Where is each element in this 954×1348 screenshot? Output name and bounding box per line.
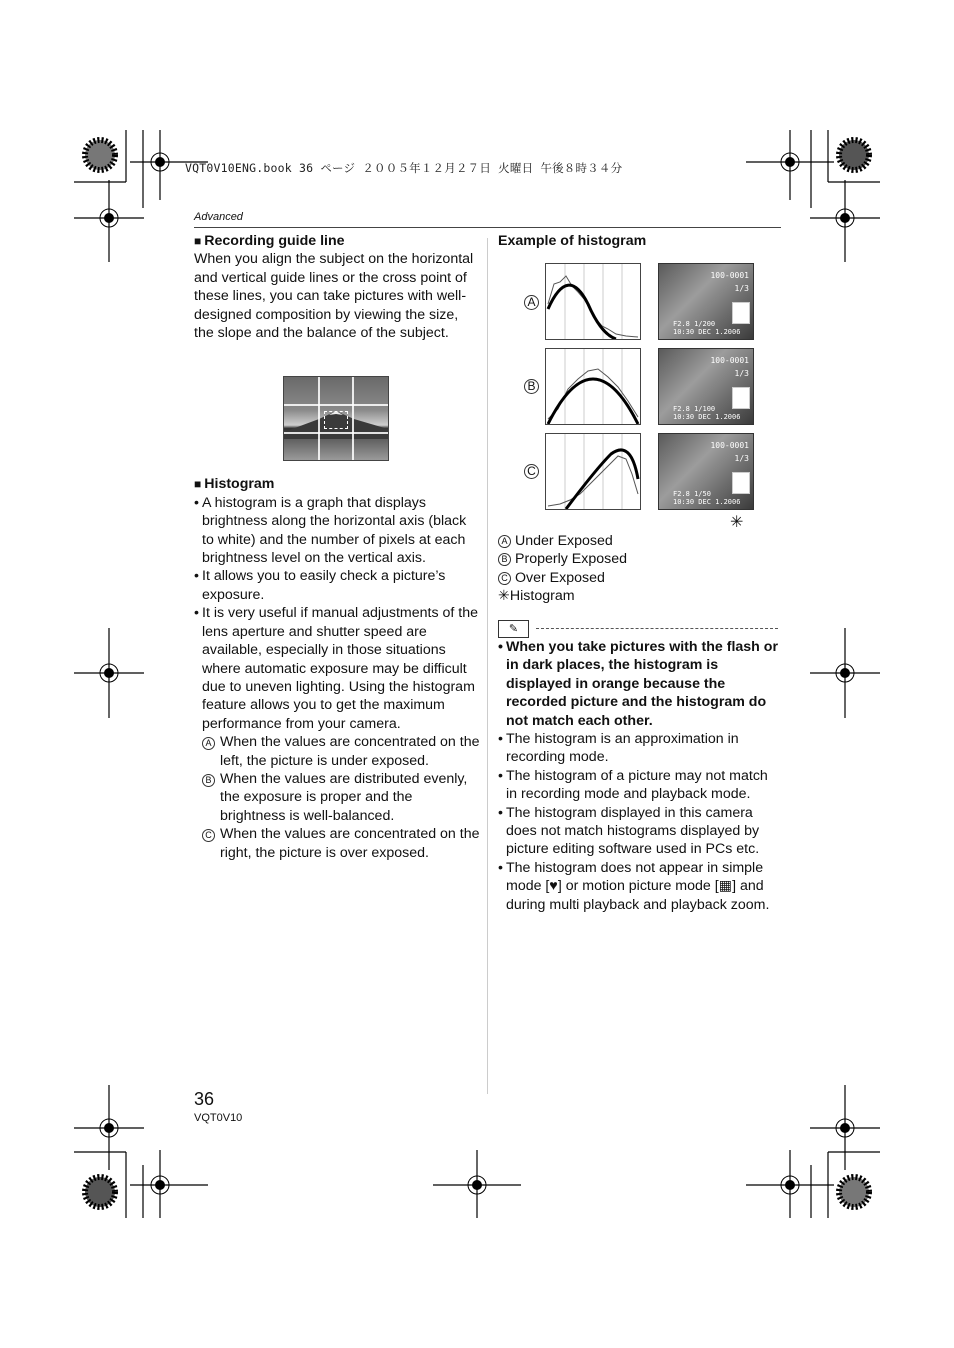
sub-item: A When the values are concentrated on the left, the picture is under exposed. (194, 733, 480, 770)
thumbnail-properly-exposed: 100-0001 1/3 F2.8 1/100 10:30 DEC 1.2006 (658, 348, 754, 425)
histogram-under-exposed (545, 263, 641, 340)
circled-letter-b: B (498, 553, 511, 566)
film-icon: ▦ (718, 878, 733, 895)
thumbnail-over-exposed: 100-0001 1/3 F2.8 1/50 10:30 DEC 1.2006 (658, 433, 754, 510)
thumbnail-histogram (732, 387, 750, 409)
histogram-properly-exposed (545, 348, 641, 425)
note-item: • The histogram is an approximation in recording mode. (498, 730, 782, 767)
bullet-item: • It allows you to easily check a picture’s exposure. (194, 567, 480, 604)
dashed-divider (536, 628, 778, 629)
circled-letter-c: C (202, 829, 215, 842)
note-header (498, 620, 780, 638)
sub-item: B When the values are distributed evenly, the exposure is proper and the brightness is well-balanced. (194, 770, 480, 825)
guide-line-photo (283, 376, 389, 461)
heart-icon: ♥ (549, 878, 558, 895)
legend-item: ✳Histogram (498, 588, 575, 605)
row-label-a: A (524, 295, 539, 310)
page-number: 36 (194, 1089, 215, 1109)
thumbnail-histogram (732, 472, 750, 494)
legend-item: B Properly Exposed (498, 550, 782, 568)
sub-item: C When the values are concentrated on the right, the picture is over exposed. (194, 825, 480, 862)
bullet-item: • It is very useful if manual adjustments of the lens aperture and shutter speed are available, especially in those situations where automatic exposure may be difficult due to uneven lighting. Using the histogram feature allows you to get the maximum performance from your camera. (194, 604, 480, 733)
notes (498, 638, 782, 914)
model-code: VQT0V10 (194, 1112, 243, 1124)
circled-letter-b: B (202, 774, 215, 787)
guide-text: When you align the subject on the horizontal and vertical guide lines or the cross point of these lines, you can take pictures with well-designed composition by viewing the size, the slope and the balance of the subject. (194, 251, 474, 342)
circled-letter-c: C (498, 572, 511, 585)
asterisk-marker: ✳ (730, 514, 744, 531)
note-item: • The histogram displayed in this camera does not match histograms displayed by picture editing software used in PCs etc. (498, 804, 782, 859)
note-item: • When you take pictures with the flash or in dark places, the histogram is displayed in orange because the recorded picture and the histogram do not match each other. (498, 638, 782, 730)
header-rule (194, 227, 781, 228)
hist-heading: ■ Histogram (194, 476, 275, 493)
print-header: VQT0V10ENG.book 36 ページ ２００５年１２月２７日 火曜日 午後８時３４分 (185, 161, 623, 175)
section-label: Advanced (194, 211, 243, 223)
row-label-b: B (524, 379, 539, 394)
guide-heading: ■ Recording guide line (194, 233, 345, 249)
note-pencil-icon: ✎ (498, 620, 529, 638)
right-column (498, 232, 782, 250)
thumbnail-under-exposed: 100-0001 1/3 F2.8 1/200 10:30 DEC 1.2006 (658, 263, 754, 340)
note-item: • The histogram of a picture may not match in recording mode and playback mode. (498, 767, 782, 804)
legend-item: C Over Exposed (498, 569, 782, 587)
note-item: • The histogram does not appear in simple mode [♥] or motion picture mode [▦] and during multi playback and playback zoom. (498, 859, 782, 914)
histogram-legend (498, 532, 782, 606)
square-bullet-icon: ■ (194, 477, 202, 492)
bullet-item: • A histogram is a graph that displays brightness along the horizontal axis (black to white) and the number of pixels at each brightness level on the vertical axis. (194, 494, 480, 568)
example-heading: Example of histogram (498, 233, 647, 249)
row-label-c: C (524, 464, 539, 479)
square-bullet-icon: ■ (194, 234, 202, 248)
circled-letter-a: A (202, 737, 215, 750)
legend-item: A Under Exposed (498, 532, 782, 550)
histogram-over-exposed (545, 433, 641, 510)
thumbnail-histogram (732, 302, 750, 324)
circled-letter-a: A (498, 535, 511, 548)
column-divider (487, 238, 488, 1094)
left-column (194, 232, 480, 862)
